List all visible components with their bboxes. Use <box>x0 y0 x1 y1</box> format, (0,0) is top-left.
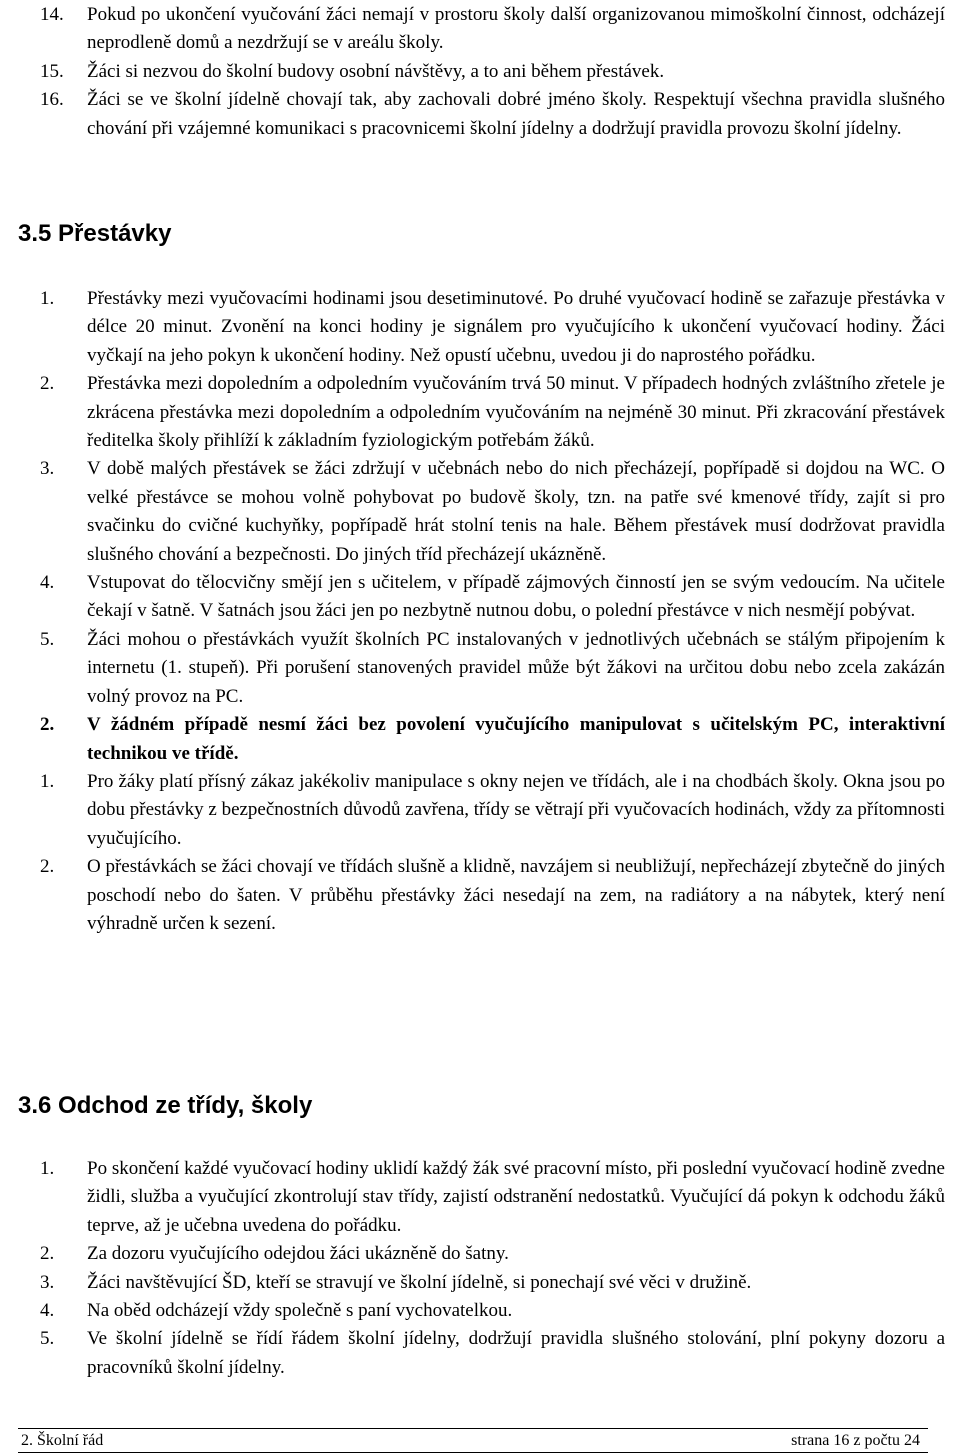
item-text: Za dozoru vyučujícího odejdou žáci ukázněně do šatny. <box>87 1243 509 1265</box>
item-text: V žádném případě nesmí žáci bez povolení vyučujícího manipulovat s učitelským PC, interaktivní technikou ve třídě. <box>87 714 945 764</box>
item-number: 14. <box>40 4 64 25</box>
item-number: 1. <box>40 288 55 309</box>
item-text: Na oběd odcházejí vždy společně s paní vychovatelkou. <box>87 1300 513 1322</box>
list-item <box>40 1269 945 1297</box>
item-number: 2. <box>40 714 55 736</box>
item-text: Po skončení každé vyučovací hodiny uklidí každý žák své pracovní místo, při poslední vyučovací hodině zvedne židli, služba a vyučující zkontrolují stav třídy, zajistí odstranění nedostatků. Vyučující dá pokyn k odchodu žáků teprve, až je učebna uvedena do pořádku. <box>87 1158 945 1236</box>
list-item-bold <box>40 711 945 768</box>
list-item <box>40 626 945 711</box>
list-item <box>40 285 945 370</box>
item-text: Žáci mohou o přestávkách využít školních PC instalovaných v jednotlivých učebnách se stálým připojením k internetu (1. stupeň). Při porušení stanovených pravidel může být žákovi na určitou dobu nebo zcela zakázán volný provoz na PC. <box>87 628 945 707</box>
item-text: Vstupovat do tělocvičny smějí jen s učitelem, v případě zájmových činností jen se svým vedoucím. Na učitele čekají v šatně. V šatnách jsou žáci jen po nezbytně nutnou dobu, o polední přestávce v nich nesmějí pobývat. <box>87 572 945 622</box>
list-item <box>40 1240 945 1268</box>
list-item <box>40 1325 945 1382</box>
list-top <box>40 1 945 143</box>
item-text: Žáci si nezvou do školní budovy osobní návštěvy, a to ani během přestávek. <box>87 60 665 82</box>
item-number: 2. <box>40 373 55 395</box>
item-number: 3. <box>40 1271 55 1293</box>
list-item <box>40 1 945 58</box>
item-number: 1. <box>40 1158 55 1179</box>
list-item <box>40 1155 945 1240</box>
list-item <box>40 58 945 86</box>
item-number: 4. <box>40 1300 55 1322</box>
list-odchod <box>40 1155 945 1382</box>
item-number: 16. <box>40 89 64 111</box>
footer-document-title: 2. Školní řád <box>21 1432 104 1449</box>
item-text: Pro žáky platí přísný zákaz jakékoliv manipulace s okny nejen ve třídách, ale i na chodbách školy. Okna jsou po dobu přestávky z bezpečnostních důvodů zavřena, třídy se větrají při vyučovacích hodinách, vždy za přítomnosti vyučujícího. <box>87 770 945 849</box>
list-item <box>40 1297 945 1325</box>
item-number: 2. <box>40 1243 55 1265</box>
footer-page-number: strana 16 z počtu 24 <box>791 1432 920 1449</box>
item-number: 3. <box>40 458 55 480</box>
item-text: O přestávkách se žáci chovají ve třídách slušně a klidně, navzájem si neubližují, nepřecházejí zbytečně do jiných poschodí nebo do šaten. V průběhu přestávky žáci nesedají na zem, na radiátory a na nábytek, který není výhradně určen k sezení. <box>87 856 945 934</box>
item-text: Přestávky mezi vyučovacími hodinami jsou desetiminutové. Po druhé vyučovací hodině se zařazuje přestávka v délce 20 minut. Zvonění na konci hodiny je signálem pro vyučujícího k ukončení vyučovací hodiny. Žáci vyčkají na jeho pokyn k ukončení hodiny. Než opustí učebnu, uvedou ji do naprostého pořádku. <box>87 288 945 366</box>
item-text: Žáci navštěvující ŠD, kteří se stravují ve školní jídelně, si ponechají své věci v družině. <box>87 1271 752 1293</box>
list-item <box>40 370 945 455</box>
item-number: 5. <box>40 628 55 650</box>
item-text: V době malých přestávek se žáci zdržují v učebnách nebo do nich přecházejí, popřípadě si dojdou na WC. O velké přestávce se mohou volně pohybovat po budově školy, tzn. na patře své kmenové třídy, zajít si pro svačinku do cvičné kuchyňky, popřípadě hrát stolní tenis na hale. Během přestávek musí dodržovat pravidla slušného chování a bezpečnosti. Do jiných tříd přecházejí ukázněně. <box>87 458 945 565</box>
list-prestavky <box>40 285 945 938</box>
item-number: 15. <box>40 60 64 82</box>
item-text: Pokud po ukončení vyučování žáci nemají v prostoru školy další organizovanou mimoškolní činnost, odcházejí neprodleně domů a nezdržují se v areálu školy. <box>87 4 945 54</box>
list-item <box>40 853 945 938</box>
item-text: Žáci se ve školní jídelně chovají tak, aby zachovali dobré jméno školy. Respektují všechna pravidla slušného chování při vzájemné komunikaci s pracovnicemi školní jídelny a dodržují pravidla provozu školní jídelny. <box>87 89 945 139</box>
section-heading-prestavky: 3.5 Přestávky <box>18 220 172 247</box>
list-item <box>40 768 945 853</box>
list-item <box>40 86 945 143</box>
item-number: 4. <box>40 572 55 594</box>
list-item <box>40 455 945 569</box>
item-number: 1. <box>40 770 55 792</box>
item-number: 5. <box>40 1328 55 1350</box>
section-heading-odchod: 3.6 Odchod ze třídy, školy <box>18 1092 313 1119</box>
item-number: 2. <box>40 856 55 878</box>
page-footer <box>18 1428 928 1453</box>
item-text: Přestávka mezi dopoledním a odpoledním vyučováním trvá 50 minut. V případech hodných zvláštního zřetele je zkrácena přestávka mezi dopoledním a odpoledním vyučováním na nejméně 30 minut. Při zkracování přestávek ředitelka školy přihlíží k základním fyziologickým potřebám žáků. <box>87 373 945 452</box>
list-item <box>40 569 945 626</box>
item-text: Ve školní jídelně se řídí řádem školní jídelny, dodržují pravidla slušného stolování, plní pokyny dozoru a pracovníků školní jídelny. <box>87 1328 945 1378</box>
